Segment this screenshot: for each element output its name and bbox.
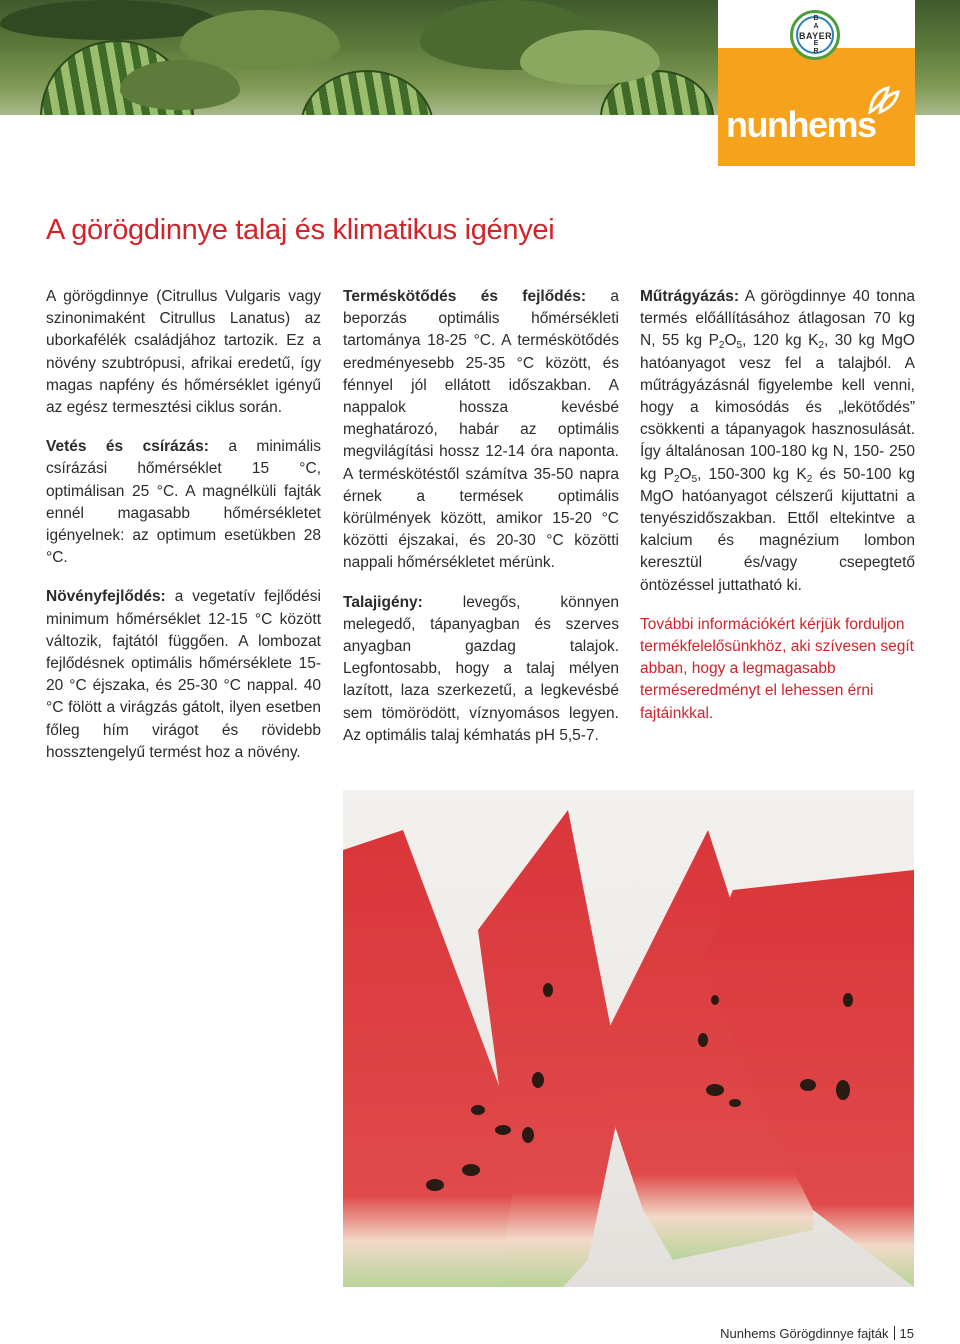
text-column-1 (46, 286, 321, 781)
paragraph (343, 286, 619, 575)
page-number: 15 (899, 1326, 914, 1341)
subscript: 2 (806, 473, 813, 485)
paragraph-text: O (724, 332, 737, 350)
paragraph-lead: Talajigény: (343, 593, 423, 611)
text-column-3 (640, 286, 915, 742)
seed (462, 1164, 480, 1176)
page-footer (600, 1326, 914, 1341)
paragraph (46, 436, 321, 569)
seed (698, 1033, 708, 1047)
paragraph-text: a minimális csírázási hőmérséklet 15 °C, optimálisan 25 °C. A magnélküli fajták ennél magasabb hőmérsékletet igényelnek: az optimum esetükben 28 °C. (46, 438, 322, 567)
paragraph-text: a vegetatív fejlődési minimum hőmérséklet 12-15 °C között változik, fajtától függően. A lombozat fejlődésnek optimális hőmérséklete 15-20 °C éjszaka, és 25-30 °C nappal. 40 °C fölött a virágzás gátolt, ilyen esetben főleg hím virágot és rövidebb hossztengelyű termést hoz a növény. (46, 588, 321, 761)
seed (711, 995, 719, 1005)
paragraph (640, 286, 915, 597)
seed (836, 1080, 850, 1100)
watermelon-in-field (300, 70, 434, 115)
subscript: 5 (691, 473, 698, 485)
paragraph-text: , 120 kg K (742, 332, 819, 350)
subscript: 2 (718, 340, 725, 352)
paragraph-text: , 150-300 kg K (697, 465, 807, 483)
leaf-shape (180, 10, 340, 70)
leaf-shape (520, 30, 660, 85)
paragraph-text: A görögdinnye 40 tonna termés előállításához átlagosan 70 kg N, 55 kg P (640, 288, 915, 350)
text-column-2 (343, 286, 619, 764)
bayer-letter: R (813, 47, 819, 55)
seed (843, 993, 853, 1007)
contact-note: További információkért kérjük forduljon termékfelelősünkhöz, aki szívesen segít abban, hogy a legmagasabb terméseredményt el lehessen érni fajtáinkkal. (640, 615, 914, 722)
paragraph-text: és 50-100 kg MgO hatóanyagot célszerű kijuttatni a tenyészidőszakban. Ettől eltekintve a kalcium és magnézium lombon keresztül és/vagy csepegtető öntözéssel juttatható ki. (640, 465, 915, 594)
paragraph-text: O (679, 465, 692, 483)
bayer-letter: E (813, 39, 819, 47)
bayer-cross-logo (790, 10, 840, 60)
seed (426, 1179, 444, 1191)
paragraph-lead: Vetés és csírázás: (46, 438, 209, 456)
leaf-shape (120, 60, 240, 110)
seed (532, 1072, 544, 1088)
watermelon-slices-illustration (343, 790, 914, 1287)
seed (495, 1125, 511, 1135)
paragraph-text: A görögdinnye (Citrullus Vulgaris vagy szinonimaként Citrullus Lanatus) az uborkafélék családjához tartozik. Ez a növény szubtrópusi, afrikai eredetű, így magas napfény és hőmérséklet igényű az egész termesztési ciklus során. (46, 288, 321, 417)
paragraph (46, 586, 321, 764)
subscript: 5 (736, 340, 743, 352)
bayer-letter: A (813, 23, 819, 31)
bayer-letter: B (813, 15, 819, 22)
seed (729, 1099, 741, 1107)
paragraph-text: , 30 kg MgO hatóanyagot vesz fel a talajból. A műtrágyázásnál figyelembe kell venni, hogy a kimosódás és „lekötődés” csökkenti a tápanyagok hasznosulását. Így általánosan 100-180 kg N, 150- 250 kg P (640, 332, 915, 483)
paragraph-text: levegős, könnyen melegedő, tápanyagban és szerves anyagban gazdag talajok. Legfontosabb, hogy a talaj mélyen lazított, laza szerkezetű, a legkevésbé sem tömörödött, víznyomásos legyen. Az optimális talaj kémhatás pH 5,5-7. (343, 593, 619, 744)
paragraph-lead: Növényfejlődés: (46, 588, 166, 606)
paragraph (46, 286, 321, 419)
paragraph-lead: Műtrágyázás: (640, 288, 740, 305)
footer-divider (894, 1326, 895, 1340)
paragraph (343, 592, 619, 747)
paragraph-text: a beporzás optimális hőmérsékleti tartománya 18-25 °C. A terméskötődés eredményesebb 25-35 °C között, és fénnyel jól ellátott időszakban. A nappalok hossza kevésbé meghatározó, habár az optimális megvilágítási hossz 12-14 óra naponta. A terméskötéstől számítva 35-50 napra érnek a termések optimális körülmények között, amikor 15-20 °C közötti éjszakai, és 20-30 °C közötti nappali hőmérsékletet mérünk. (343, 288, 619, 572)
paragraph-lead: Terméskötődés és fejlődés: (343, 288, 587, 305)
nunhems-wordmark: nunhems (726, 104, 876, 145)
seed (543, 983, 553, 997)
seed (471, 1105, 485, 1115)
seed (800, 1079, 816, 1091)
footer-text: Nunhems Görögdinnye fajták (720, 1326, 889, 1341)
page-title: A görögdinnye talaj és klimatikus igényei (46, 214, 555, 246)
subscript: 2 (818, 340, 825, 352)
bayer-wordmark: BAYER (799, 31, 833, 41)
subscript: 2 (673, 473, 680, 485)
watermelon-slices-photo (343, 790, 914, 1287)
seed (522, 1127, 534, 1143)
seed (706, 1084, 724, 1096)
